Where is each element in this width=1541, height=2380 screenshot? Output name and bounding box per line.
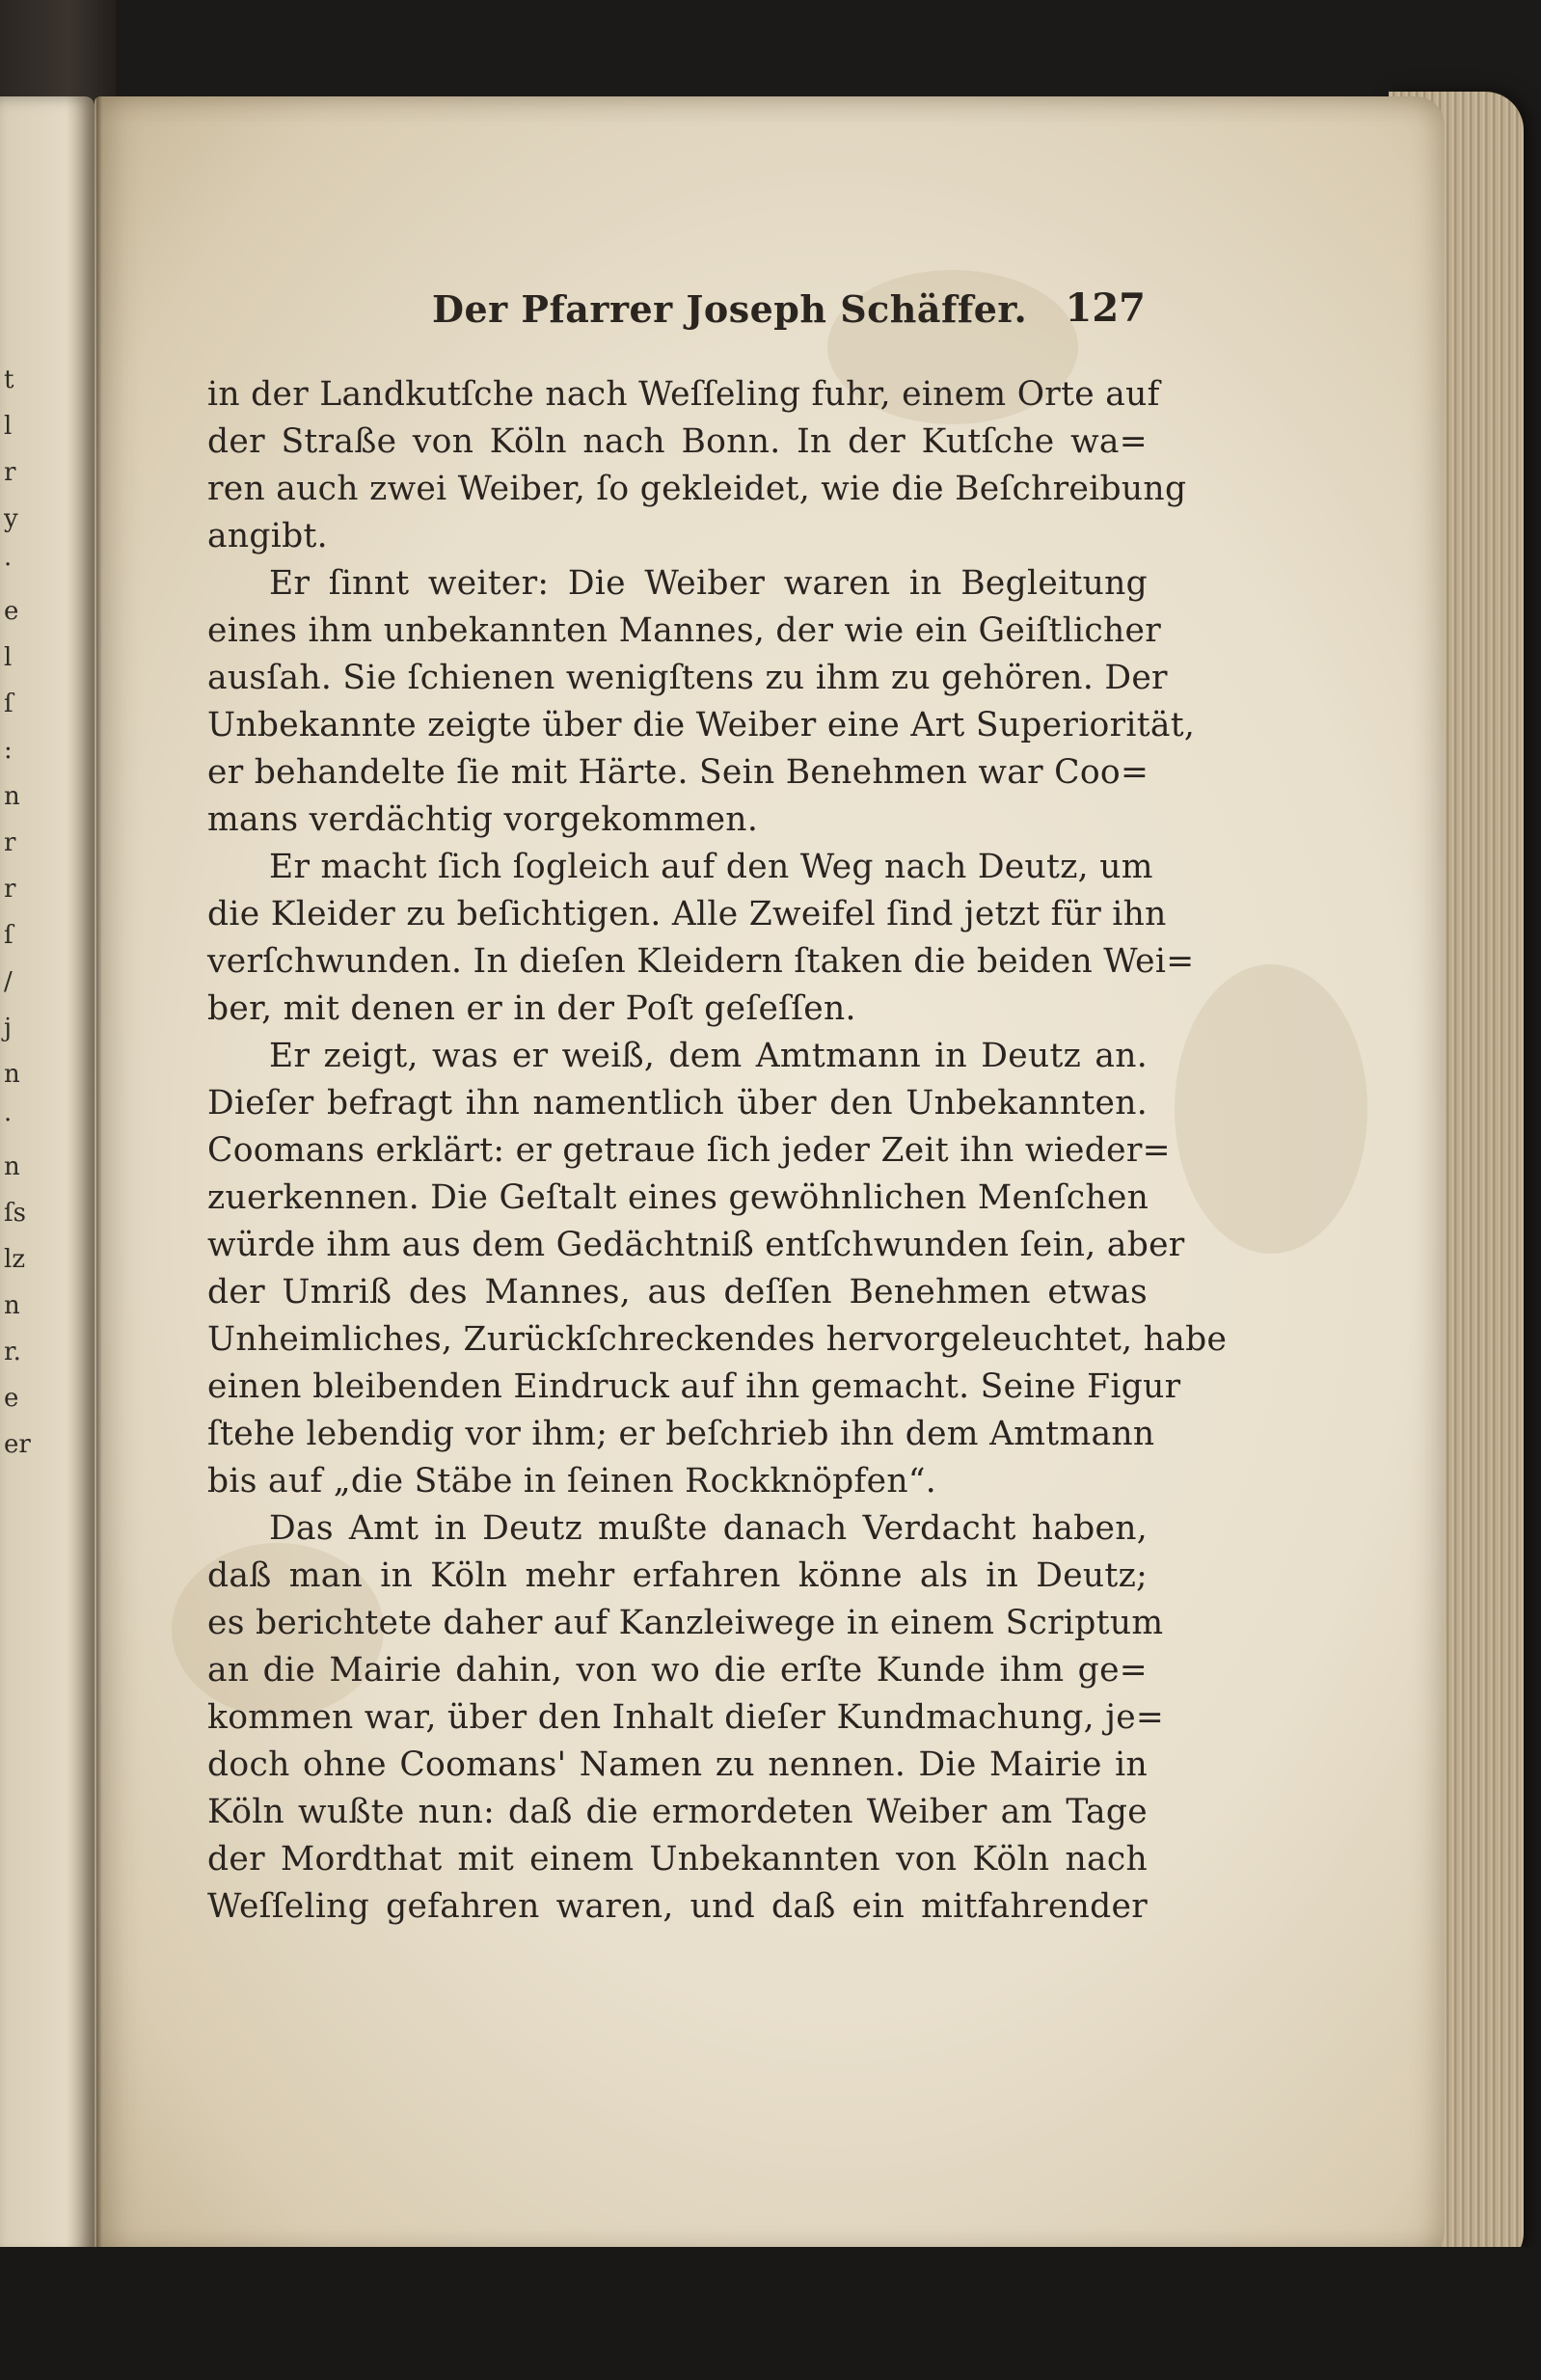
previous-page-letter: r (4, 875, 16, 904)
text-line: Köln wußte nun: daß die ermordeten Weiber am Tage (207, 1793, 1148, 1831)
text-line: Das Amt in Deutz mußte danach Verdacht haben, (269, 1509, 1148, 1548)
text-line: verſchwunden. In dieſen Kleidern ſtaken die beiden Wei= (207, 942, 1195, 981)
previous-page-edge (0, 96, 95, 2257)
previous-page-letter: / (4, 967, 13, 996)
paper-stain (1175, 964, 1367, 1254)
text-line: angibt. (207, 517, 328, 555)
text-line: Unheimliches, Zurückſchreckendes hervorgeleuchtet, habe (207, 1320, 1228, 1359)
previous-page-letter: lz (4, 1245, 26, 1274)
text-line: an die Mairie dahin, von wo die erſte Kunde ihm ge= (207, 1651, 1148, 1690)
text-line: mans verdächtig vorgekommen. (207, 800, 759, 839)
previous-page-letter: e (4, 597, 19, 626)
previous-page-letter: : (4, 736, 13, 765)
previous-page-letter: r (4, 828, 16, 857)
previous-page-letter: n (4, 1060, 20, 1089)
page-number: 127 (1065, 285, 1146, 331)
previous-page-letter: j (4, 1014, 13, 1042)
backdrop-bottom (0, 2247, 1541, 2380)
running-head (432, 287, 1146, 341)
text-line: ren auch zwei Weiber, ſo gekleidet, wie die Beſchreibung (207, 470, 1187, 508)
text-line: ſtehe lebendig vor ihm; er beſchrieb ihn dem Amtmann (207, 1415, 1155, 1453)
text-line: kommen war, über den Inhalt dieſer Kundmachung, je= (207, 1698, 1165, 1737)
gutter-shadow (96, 96, 102, 2257)
previous-page-letter: t (4, 365, 14, 394)
previous-page-letter: n (4, 782, 20, 811)
text-line: würde ihm aus dem Gedächtniß entſchwunden ſein, aber (207, 1226, 1185, 1264)
text-line: es berichtete daher auf Kanzleiwege in einem Scriptum (207, 1604, 1164, 1642)
text-line: die Kleider zu beſichtigen. Alle Zweifel ſind jetzt für ihn (207, 895, 1167, 933)
previous-page-letter: · (4, 1106, 13, 1135)
previous-page-letter: r (4, 458, 16, 487)
previous-page-letter: r. (4, 1338, 21, 1366)
text-line: Dieſer befragt ihn namentlich über den Unbekannten. (207, 1084, 1148, 1122)
text-line: Er ſinnt weiter: Die Weiber waren in Begleitung (269, 564, 1148, 603)
body-text (207, 371, 1228, 1931)
previous-page-letter: ſ (4, 690, 14, 718)
text-line: zuerkennen. Die Geſtalt eines gewöhnlichen Menſchen (207, 1178, 1149, 1217)
text-line: einen bleibenden Eindruck auf ihn gemacht. Seine Figur (207, 1367, 1181, 1406)
previous-page-letter: l (4, 412, 13, 441)
text-line: Er macht ſich ſogleich auf den Weg nach Deutz, um (269, 848, 1153, 886)
text-line: Coomans erklärt: er getraue ſich jeder Zeit ihn wieder= (207, 1131, 1171, 1170)
previous-page-letter: e (4, 1384, 19, 1413)
previous-page-letter: · (4, 551, 13, 580)
text-line: der Mordthat mit einem Unbekannten von Köln nach (207, 1840, 1148, 1879)
text-line: Unbekannte zeigte über die Weiber eine Art Superiorität, (207, 706, 1196, 744)
previous-page-letter: n (4, 1152, 20, 1181)
previous-page-letter: ſs (4, 1199, 26, 1228)
text-line: daß man in Köln mehr erfahren könne als in Deutz; (207, 1556, 1148, 1595)
text-line: Er zeigt, was er weiß, dem Amtmann in Deutz an. (269, 1037, 1148, 1075)
text-line: doch ohne Coomans' Namen zu nennen. Die Mairie in (207, 1745, 1148, 1784)
text-line: ausſah. Sie ſchienen wenigſtens zu ihm zu gehören. Der (207, 659, 1168, 697)
previous-page-letter: l (4, 643, 13, 672)
text-line: ber, mit denen er in der Poſt geſeſſen. (207, 989, 856, 1028)
previous-page-letter: ſ (4, 921, 14, 950)
text-line: bis auf „die Stäbe in ſeinen Rockknöpfen“. (207, 1462, 937, 1501)
text-line: der Straße von Köln nach Bonn. In der Kutſche wa= (207, 422, 1148, 461)
text-line: der Umriß des Mannes, aus deſſen Benehmen etwas (207, 1273, 1148, 1312)
text-line: eines ihm unbekannten Mannes, der wie ein Geiſtlicher (207, 611, 1162, 650)
previous-page-letter: n (4, 1291, 20, 1320)
previous-page-letter: y (4, 504, 18, 533)
text-line: er behandelte ſie mit Härte. Sein Benehmen war Coo= (207, 753, 1149, 792)
previous-page-letter: er (4, 1430, 31, 1459)
text-line: Weſſeling gefahren waren, und daß ein mitfahrender (207, 1887, 1148, 1926)
text-line: in der Landkutſche nach Weſſeling fuhr, einem Orte auf (207, 375, 1160, 414)
running-title: Der Pfarrer Joseph Schäffer. (432, 287, 1028, 331)
